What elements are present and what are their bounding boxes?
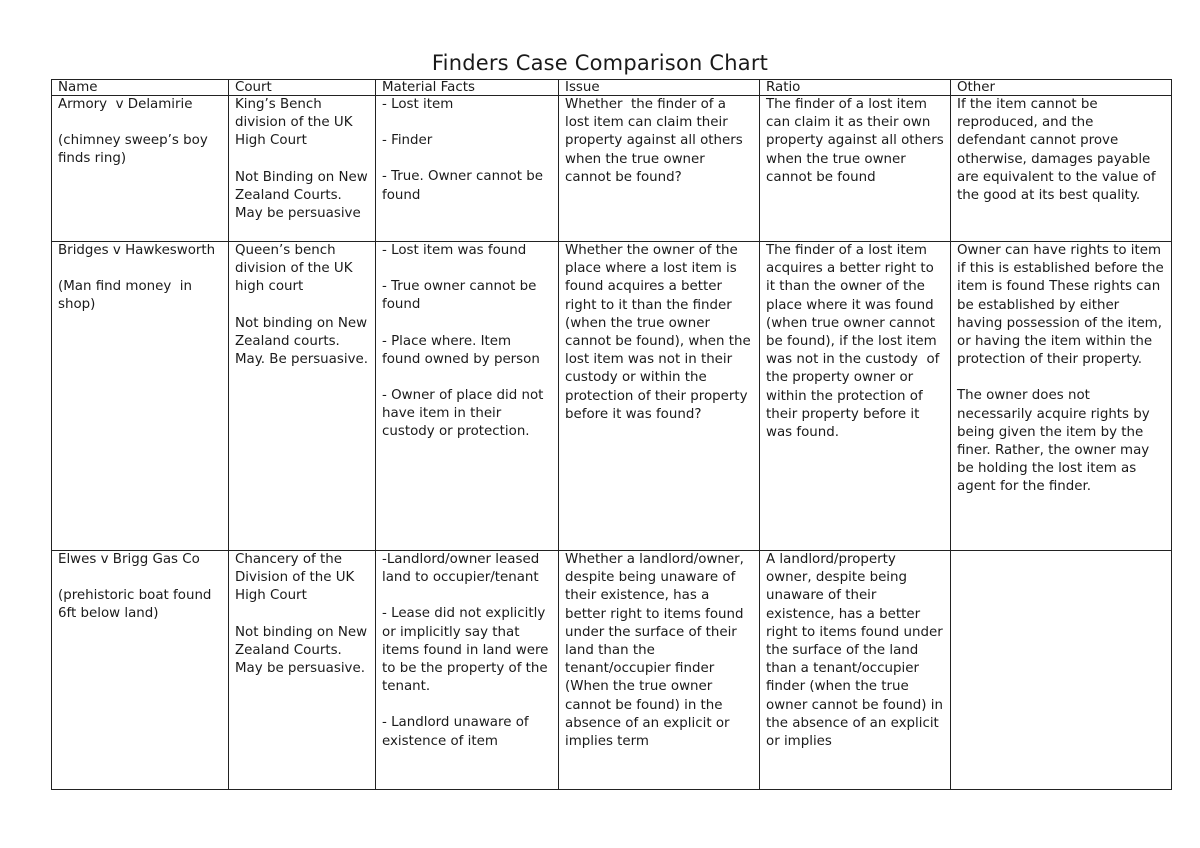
cell-paragraph: If the item cannot be reproduced, and the defendant cannot prove otherwise, damages payable are equivalent to the value of the good at its best quality. bbox=[957, 97, 1160, 204]
cell-paragraph: Armory v Delamirie bbox=[58, 97, 193, 112]
cell-issue bbox=[559, 96, 760, 242]
cell-paragraph: Whether the finder of a lost item can claim their property against all others when the true owner cannot be found? bbox=[565, 97, 747, 185]
cell-paragraph: Chancery of the Division of the UK High Court bbox=[235, 552, 359, 604]
cell-paragraph: Whether a landlord/owner, despite being unaware of their existence, has a better right to items found under the surface of their land than the tenant/occupier finder (When the true owner cannot be found) in the absence of an explicit or implies term bbox=[565, 552, 749, 750]
cell-paragraph: - True owner cannot be found bbox=[382, 279, 541, 313]
cell-other bbox=[951, 96, 1172, 242]
cell-ratio bbox=[760, 96, 951, 242]
cell-material-facts bbox=[376, 96, 559, 242]
cell-material-facts bbox=[376, 551, 559, 790]
cell-paragraph: Bridges v Hawkesworth bbox=[58, 243, 216, 258]
cell-issue bbox=[559, 242, 760, 551]
col-header-material-facts: Material Facts bbox=[376, 80, 559, 96]
cell-paragraph: King’s Bench division of the UK High Court bbox=[235, 97, 357, 149]
col-header-other: Other bbox=[951, 80, 1172, 96]
cell-ratio bbox=[760, 242, 951, 551]
cell-paragraph: The finder of a lost item acquires a better right to it than the owner of the place where it was found (when true owner cannot be found), if the lost item was not in the custody of the property owner or within the protection of their property before it was found. bbox=[766, 243, 944, 441]
cell-name bbox=[52, 242, 229, 551]
case-comparison-table bbox=[51, 79, 1172, 790]
cell-paragraph: -Landlord/owner leased land to occupier/tenant bbox=[382, 552, 544, 586]
cell-court bbox=[229, 551, 376, 790]
col-header-name: Name bbox=[52, 80, 229, 96]
cell-material-facts bbox=[376, 242, 559, 551]
cell-issue bbox=[559, 551, 760, 790]
cell-paragraph: - True. Owner cannot be found bbox=[382, 169, 548, 203]
cell-other bbox=[951, 242, 1172, 551]
cell-paragraph: Elwes v Brigg Gas Co bbox=[58, 552, 200, 567]
cell-name bbox=[52, 551, 229, 790]
cell-court bbox=[229, 242, 376, 551]
cell-paragraph: (Man find money in shop) bbox=[58, 279, 197, 313]
col-header-issue: Issue bbox=[559, 80, 760, 96]
cell-paragraph: - Owner of place did not have item in their custody or protection. bbox=[382, 388, 548, 440]
table-row bbox=[52, 242, 1172, 551]
cell-paragraph: Not binding on New Zealand courts. May. Be persuasive. bbox=[235, 315, 372, 368]
cell-paragraph: - Lease did not explicitly or implicitly say that items found in land were to be the property of the tenant. bbox=[382, 606, 553, 695]
col-header-ratio: Ratio bbox=[760, 80, 951, 96]
cell-paragraph: - Lost item was found bbox=[382, 243, 527, 258]
cell-paragraph: A landlord/property owner, despite being unaware of their existence, has a better right to items found under the surface of the land than a tenant/occupier finder (when the true owner cannot be found) in the absence of an explicit or implies bbox=[766, 552, 948, 750]
cell-paragraph: Queen’s bench division of the UK high court bbox=[235, 243, 357, 295]
cell-name bbox=[52, 96, 229, 242]
cell-paragraph: Whether the owner of the place where a lost item is found acquires a better right to it than the finder (when the true owner cannot be found), when the lost item was not in their custody or within the protection of their property before it was found? bbox=[565, 243, 756, 422]
cell-paragraph: - Landlord unaware of existence of item bbox=[382, 715, 533, 749]
cell-ratio bbox=[760, 551, 951, 790]
col-header-court: Court bbox=[229, 80, 376, 96]
cell-other bbox=[951, 551, 1172, 790]
table-row bbox=[52, 96, 1172, 242]
cell-paragraph: - Place where. Item found owned by person bbox=[382, 333, 540, 367]
cell-paragraph: The owner does not necessarily acquire rights by being given the item by the finer. Rather, the owner may be holding the lost item as agent for the finder. bbox=[957, 388, 1154, 495]
header-row bbox=[52, 80, 1172, 96]
page-title: Finders Case Comparison Chart bbox=[431, 51, 769, 75]
cell-court bbox=[229, 96, 376, 242]
cell-paragraph: Not binding on New Zealand Courts. May be persuasive. bbox=[235, 624, 372, 677]
cell-paragraph: Owner can have rights to item if this is established before the item is found These rights can be established by either having possession of the item, or having the item within the protection of their property. bbox=[957, 243, 1168, 368]
table-row bbox=[52, 551, 1172, 790]
cell-paragraph: (chimney sweep’s boy finds ring) bbox=[58, 133, 213, 167]
cell-paragraph: Not Binding on New Zealand Courts. May be persuasive bbox=[235, 169, 372, 222]
cell-paragraph: - Lost item bbox=[382, 97, 454, 112]
cell-paragraph: The finder of a lost item can claim it as their own property against all others when the true owner cannot be found bbox=[766, 97, 948, 185]
cell-paragraph: - Finder bbox=[382, 133, 433, 149]
cell-paragraph: (prehistoric boat found 6ft below land) bbox=[58, 588, 216, 622]
